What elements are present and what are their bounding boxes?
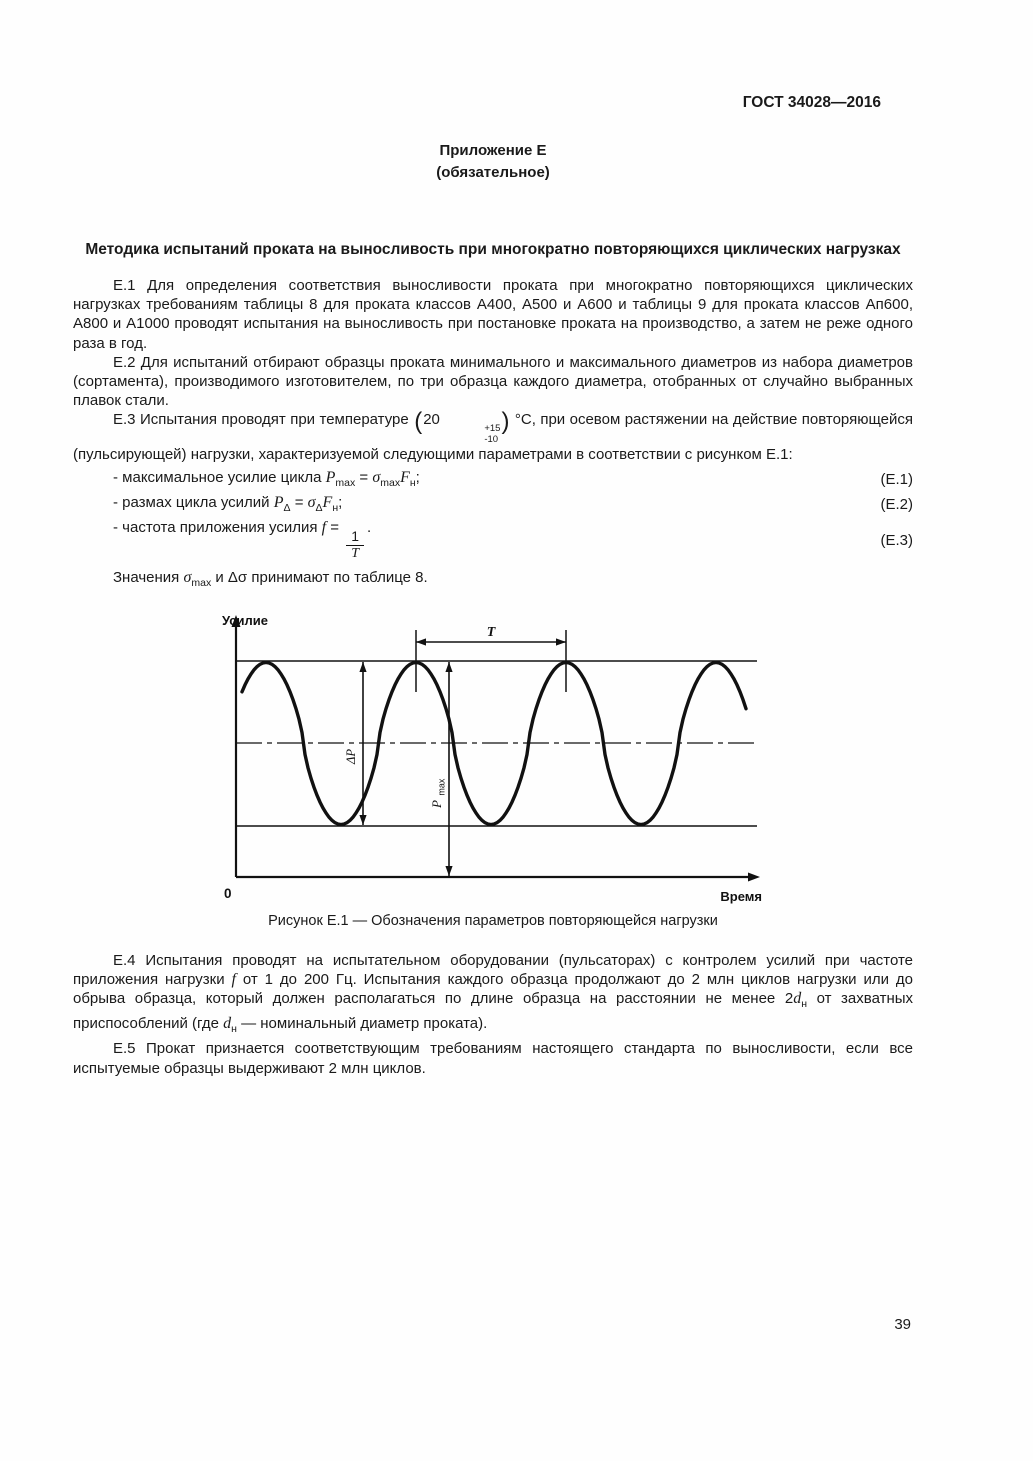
dim-arrow-down-icon	[445, 866, 452, 876]
dim-arrow-up-icon	[359, 662, 366, 672]
delta-p-label: ΔP	[344, 748, 358, 764]
equation-e1-number: (Е.1)	[880, 470, 913, 488]
appendix-type: (обязательное)	[436, 164, 550, 181]
paragraph-e2: Е.2 Для испытаний отбирают образцы проката минимального и максимального диаметров из набора диаметров (сортамента), производимого изготовителем, по три образца каждого диаметра, отобранных от случайно выбранных плавок стали.	[73, 353, 913, 410]
doc-number: ГОСТ 34028—2016	[742, 94, 881, 111]
equation-e2-number: (Е.2)	[880, 495, 913, 513]
dim-arrow-down-icon	[359, 815, 366, 825]
paragraph-e4: Е.4 Испытания проводят на испытательном оборудовании (пульсаторах) с контролем усилий при частоте приложения нагрузки f от 1 до 200 Гц. Испытания каждого образца продолжают до 2 млн циклов нагрузки или до обрыва образца, который должен располагаться по длине образца на расстоянии не менее $2d_н$ от захватных приспособлений (где $d_н$ — номинальный диаметр проката).	[73, 951, 914, 1036]
figure-e1-plot	[221, 612, 765, 904]
equation-e3-number: (Е.3)	[880, 532, 913, 550]
origin-label: 0	[224, 885, 232, 901]
period-label: T	[486, 624, 496, 640]
equation-e3-body: - частота приложения усилия f = $\frac{1}{T}$ .	[113, 519, 372, 562]
figure-e1-caption: Рисунок Е.1 — Обозначения параметров повторяющейся нагрузки	[268, 912, 718, 929]
paragraph-e3-intro: Е.3 Испытания проводят при температуре (20 +15 -10 ) °С, при осевом растяжении на действие повторяющейся (пульсирующей) нагрузки, характеризуемой следующими параметрами в соответствии с рисунком Е.1:	[73, 408, 913, 463]
section-title: Методика испытаний проката на выносливость при многократно повторяющихся циклических нагрузках	[85, 241, 901, 258]
x-axis-arrow-icon	[748, 872, 760, 881]
y-axis-label: Усилие	[222, 612, 268, 628]
figure-e1	[221, 612, 765, 904]
dim-arrow-up-icon	[445, 662, 452, 672]
dim-arrow-right-icon	[556, 638, 566, 645]
x-axis-label: Время	[720, 888, 762, 904]
page-content	[73, 0, 913, 1078]
equation-e2-body: - размах цикла усилий $P_\Delta = \sigma_\Delta F_н$;	[113, 494, 343, 515]
equation-e1	[73, 469, 913, 489]
period-dimension	[416, 625, 566, 692]
appendix-label: Приложение Е	[439, 142, 547, 159]
equation-e1-body: - максимальное усилие цикла $P_{max} = \sigma_{max}F_н$;	[113, 469, 420, 490]
p-max-label: P $_{max}$	[429, 778, 447, 808]
delta-p-dimension	[344, 662, 367, 825]
appendix-heading	[73, 140, 913, 184]
equation-e2	[73, 494, 913, 514]
paragraph-e5: Е.5 Прокат признается соответствующим требованиям настоящего стандарта по выносливости, если все испытуемые образцы выдерживают 2 млн циклов.	[73, 1040, 913, 1077]
page-number: 39	[894, 1316, 911, 1333]
dim-arrow-left-icon	[416, 638, 426, 645]
values-note: Значения $\sigma_{max}$ и Δσ принимают по таблице 8.	[113, 569, 428, 590]
equation-e3	[73, 519, 913, 562]
paragraph-e1: Е.1 Для определения соответствия выносливости проката при многократно повторяющихся циклических нагрузках требованиям таблицы 8 для проката классов А400, А500 и А600 и таблицы 9 для проката классов Ап600, А800 и А1000 проводят испытания на выносливость при постановке проката на производство, а затем не реже одного раза в год.	[73, 277, 913, 352]
